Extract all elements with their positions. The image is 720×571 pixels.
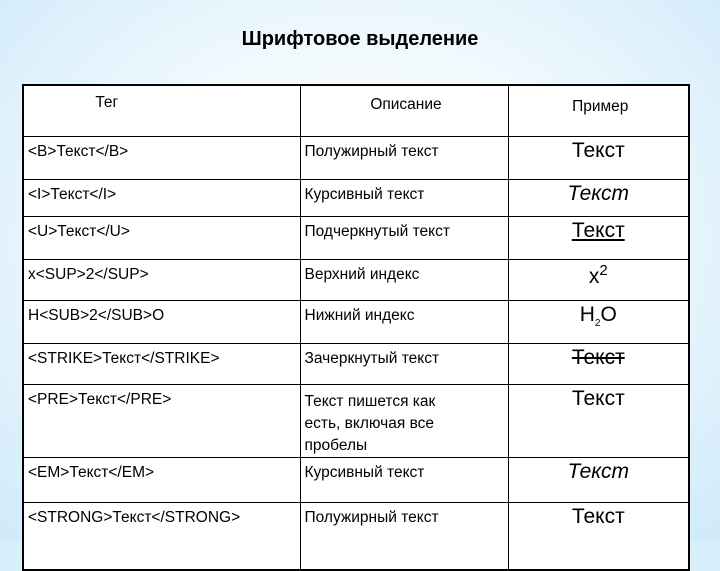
table-row xyxy=(23,180,689,217)
example-tail: O xyxy=(600,303,617,326)
header-example: Пример xyxy=(508,85,689,137)
tag-cell: H<SUB>2</SUB>O xyxy=(23,301,300,344)
table-row xyxy=(23,385,689,458)
example-superscript: 2 xyxy=(599,262,608,279)
table-row xyxy=(23,137,689,180)
header-tag: Тег xyxy=(23,85,300,137)
example-cell-superscript xyxy=(508,260,689,301)
description-line: есть, включая все xyxy=(304,415,435,432)
example-base: x xyxy=(588,265,600,288)
example-cell-strike: Текст xyxy=(508,344,689,385)
tags-table xyxy=(22,84,690,571)
tag-cell: <STRIKE>Текст</STRIKE> xyxy=(23,344,300,385)
example-cell-bold: Текст xyxy=(508,137,689,180)
description-cell: Курсивный текст xyxy=(300,458,508,503)
description-line: Текст пишется как xyxy=(304,393,436,410)
example-cell-strong: Текст xyxy=(508,503,689,571)
description-cell xyxy=(300,385,508,458)
tag-cell: <STRONG>Текст</STRONG> xyxy=(23,503,300,571)
example-base: H xyxy=(579,303,595,326)
description-cell: Курсивный текст xyxy=(300,180,508,217)
table-row xyxy=(23,260,689,301)
description-line: пробелы xyxy=(304,437,368,454)
example-cell-pre: Текст xyxy=(508,385,689,458)
description-cell: Нижний индекс xyxy=(300,301,508,344)
description-cell: Верхний индекс xyxy=(300,260,508,301)
table-row xyxy=(23,217,689,260)
table-row xyxy=(23,344,689,385)
header-description: Описание xyxy=(300,85,508,137)
tag-cell: <B>Текст</B> xyxy=(23,137,300,180)
table-row xyxy=(23,301,689,344)
description-cell: Полужирный текст xyxy=(300,137,508,180)
tag-cell: <I>Текст</I> xyxy=(23,180,300,217)
tag-cell: <EM>Текст</EM> xyxy=(23,458,300,503)
example-cell-underline: Текст xyxy=(508,217,689,260)
tag-cell: x<SUP>2</SUP> xyxy=(23,260,300,301)
table-row xyxy=(23,458,689,503)
example-cell-em: Текст xyxy=(508,458,689,503)
description-cell: Зачеркнутый текст xyxy=(300,344,508,385)
example-cell-subscript xyxy=(508,301,689,344)
example-subscript: 2 xyxy=(594,318,601,330)
table-row xyxy=(23,503,689,571)
tag-cell: <PRE>Текст</PRE> xyxy=(23,385,300,458)
description-cell: Подчеркнутый текст xyxy=(300,217,508,260)
table-header-row xyxy=(23,85,689,137)
description-cell: Полужирный текст xyxy=(300,503,508,571)
example-cell-italic: Текст xyxy=(508,180,689,217)
page-title: Шрифтовое выделение xyxy=(241,28,479,50)
tag-cell: <U>Текст</U> xyxy=(23,217,300,260)
